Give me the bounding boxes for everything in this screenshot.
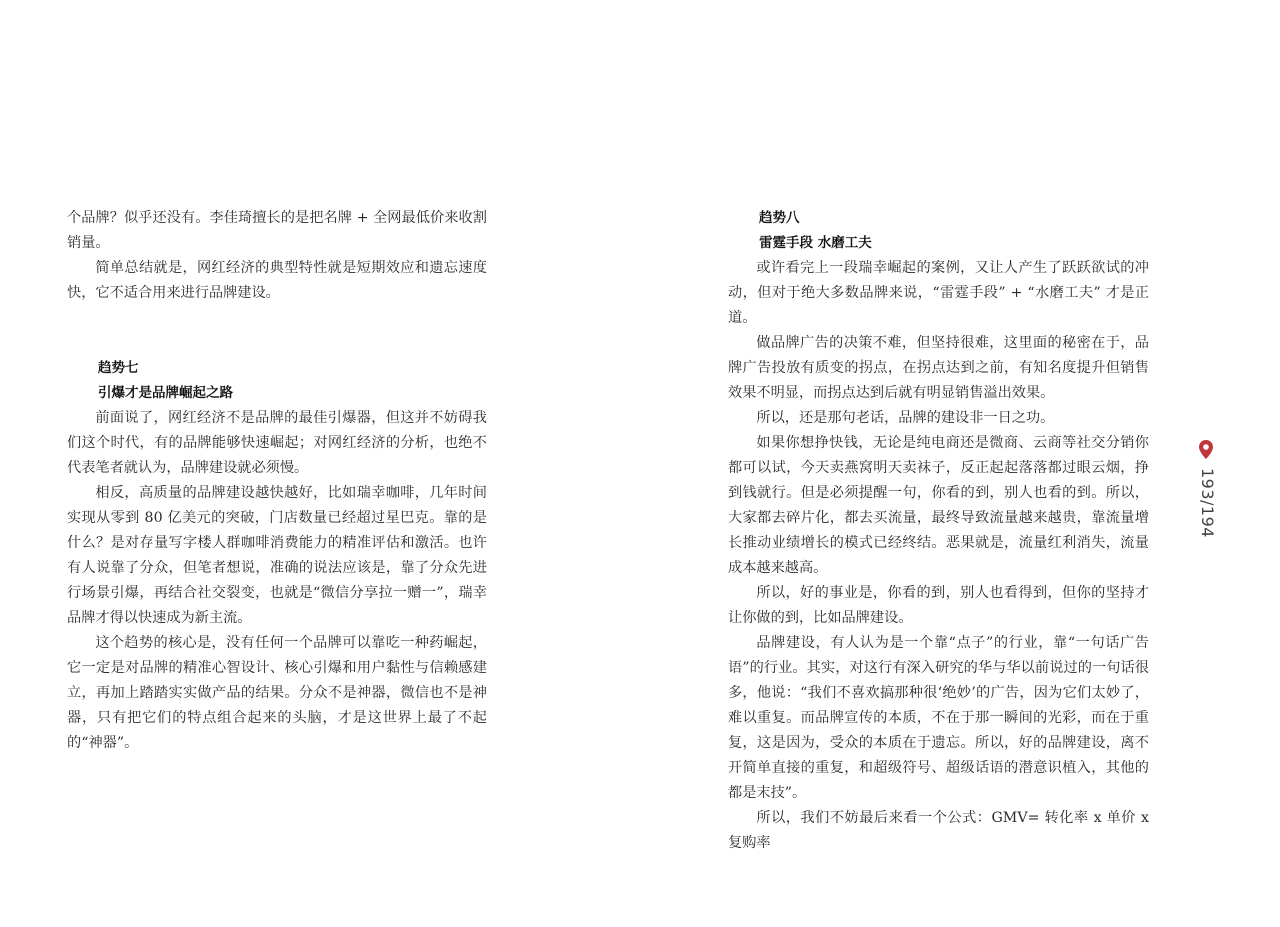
section-subheading: 雷霆手段 水磨工夫 [759, 235, 872, 251]
paragraph: 所以，我们不妨最后来看一个公式：GMV= 转化率 x 单价 x 复购率 [728, 810, 1149, 851]
paragraph: 品牌建设，有人认为是一个靠“点子”的行业，靠“一句话广告语”的行业。其实，对这行有深入研究的华与华以前说过的一句话很多，他说：“我们不喜欢搞那种很‘绝妙’的广告，因为它们太妙了，难以重复。而品牌宣传的本质，不在于那一瞬间的光彩，而在于重复，这是因为，受众的本质在于遗忘。所以，好的品牌建设，离不开简单直接的重复，和超级符号、超级话语的潜意识植入，其他的都是末技”。 [728, 635, 1149, 801]
paragraph: 或许看完上一段瑞幸崛起的案例，又让人产生了跃跃欲试的冲动，但对于绝大多数品牌来说，“雷霆手段” + “水磨工夫” 才是正道。 [728, 260, 1149, 326]
page-number: 193/194 [1198, 468, 1217, 538]
paragraph: 个品牌？似乎还没有。李佳琦擅长的是把名牌 + 全网最低价来收割销量。 [67, 210, 487, 251]
paragraph: 如果你想挣快钱，无论是纯电商还是微商、云商等社交分销你都可以试，今天卖燕窝明天卖袜子，反正起起落落都过眼云烟，挣到钱就行。但是必须提醒一句，你看的到，别人也看的到。所以，大家都去碎片化，都去买流量，最终导致流量越来越贵，靠流量增长推动业绩增长的模式已经终结。恶果就是，流量红利消失，流量成本越来越高。 [728, 435, 1149, 576]
location-pin-icon [1196, 440, 1216, 459]
paragraph: 所以，好的事业是，你看的到，别人也看得到，但你的坚持才让你做的到，比如品牌建设。 [728, 585, 1149, 626]
paragraph: 相反，高质量的品牌建设越快越好，比如瑞幸咖啡，几年时间实现从零到 80 亿美元的突破，门店数量已经超过星巴克。靠的是什么？是对存量写字楼人群咖啡消费能力的精准评估和激活。也许有人说靠了分众，但笔者想说，准确的说法应该是，靠了分众先进行场景引爆，再结合社交裂变，也就是“微信分享拉一赠一”，瑞幸品牌才得以快速成为新主流。 [67, 485, 487, 626]
section-heading: 趋势七 [98, 360, 139, 376]
paragraph: 做品牌广告的决策不难，但坚持很难，这里面的秘密在于，品牌广告投放有质变的拐点，在拐点达到之前，有知名度提升但销售效果不明显，而拐点达到后就有明显销售溢出效果。 [728, 335, 1149, 401]
section-subheading: 引爆才是品牌崛起之路 [98, 385, 233, 401]
paragraph: 这个趋势的核心是，没有任何一个品牌可以靠吃一种药崛起，它一定是对品牌的精准心智设计、核心引爆和用户黏性与信赖感建立，再加上踏踏实实做产品的结果。分众不是神器，微信也不是神器，只有把它们的特点组合起来的头脑，才是这世界上最了不起的“神器”。 [67, 635, 487, 751]
paragraph: 前面说了，网红经济不是品牌的最佳引爆器，但这并不妨碍我们这个时代，有的品牌能够快速崛起；对网红经济的分析，也绝不代表笔者就认为，品牌建设就必须慢。 [67, 410, 487, 476]
section-heading: 趋势八 [759, 210, 800, 226]
section-gap [67, 306, 487, 356]
paragraph: 简单总结就是，网红经济的典型特性就是短期效应和遗忘速度快，它不适合用来进行品牌建设。 [67, 260, 487, 301]
right-column [728, 206, 1149, 856]
paragraph: 所以，还是那句老话，品牌的建设非一日之功。 [756, 410, 1055, 426]
left-column [67, 206, 487, 756]
